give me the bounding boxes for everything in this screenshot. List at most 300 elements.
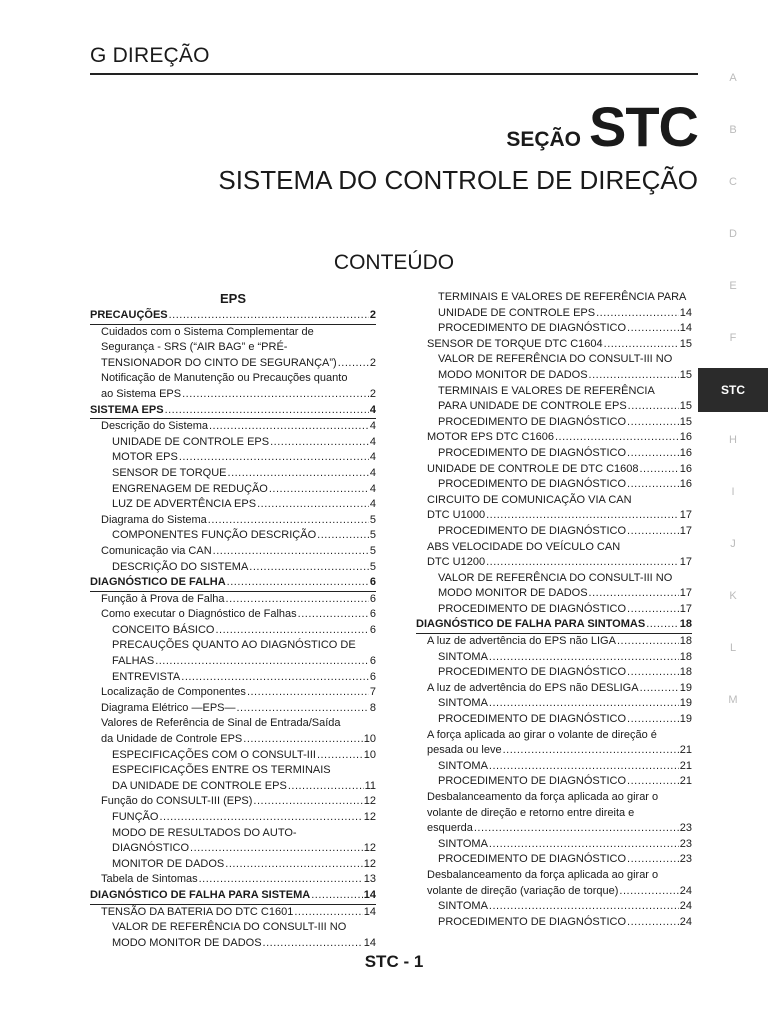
toc-leader-dots <box>489 650 679 666</box>
toc-entry[interactable] <box>90 638 376 654</box>
toc-entry[interactable] <box>90 450 376 466</box>
toc-entry-text: PROCEDIMENTO DE DIAGNÓSTICO <box>438 446 627 459</box>
toc-entry[interactable] <box>416 696 692 712</box>
section-tab-c[interactable]: C <box>729 176 737 188</box>
toc-entry-text: FUNÇÃO <box>112 811 159 823</box>
toc-entry[interactable] <box>90 623 376 639</box>
toc-page-number: 13 <box>363 873 376 886</box>
toc-page-number: 19 <box>679 697 692 710</box>
toc-entry-text: LUZ DE ADVERTÊNCIA EPS <box>112 498 257 511</box>
toc-entry-text: PROCEDIMENTO DE DIAGNÓSTICO <box>438 713 627 726</box>
toc-entry-text: DA UNIDADE DE CONTROLE EPS <box>112 779 287 792</box>
toc-right-column <box>416 290 692 930</box>
toc-leader-dots <box>338 356 369 372</box>
toc-page-number: 6 <box>369 608 376 621</box>
toc-entry[interactable] <box>416 524 692 540</box>
header-rule <box>90 73 698 75</box>
toc-page-number: 15 <box>679 368 692 381</box>
toc-entry-text: Descrição do Sistema <box>101 420 208 433</box>
toc-entry[interactable] <box>416 555 692 571</box>
toc-page-number: 12 <box>363 857 376 870</box>
toc-entry[interactable] <box>90 371 376 387</box>
toc-entry[interactable] <box>90 592 376 608</box>
toc-leader-dots <box>589 586 679 602</box>
toc-entry-text: DTC U1200 <box>427 556 486 569</box>
toc-leader-dots <box>646 617 679 633</box>
toc-entry-text: UNIDADE DE CONTROLE EPS <box>112 435 270 448</box>
toc-leader-dots <box>311 888 363 904</box>
toc-leader-dots <box>627 852 679 868</box>
toc-leader-dots <box>596 306 679 322</box>
toc-entry-text: Diagrama do Sistema <box>101 513 207 526</box>
toc-entry-text: PROCEDIMENTO DE DIAGNÓSTICO <box>438 478 627 491</box>
toc-leader-dots <box>627 712 679 728</box>
toc-entry-text: ESPECIFICAÇÕES COM O CONSULT-III <box>112 748 316 761</box>
toc-entry[interactable] <box>90 544 376 560</box>
toc-leader-dots <box>190 841 363 857</box>
toc-entry-text: UNIDADE DE CONTROLE DE DTC C1608 <box>427 462 639 475</box>
toc-entry-text: PROCEDIMENTO DE DIAGNÓSTICO <box>438 322 627 335</box>
toc-entry[interactable] <box>90 466 376 482</box>
toc-entry-text: volante de direção e retorno entre direita e <box>427 806 635 819</box>
toc-page-number: 21 <box>679 759 692 772</box>
toc-entry[interactable] <box>416 430 692 446</box>
toc-entry-text: PROCEDIMENTO DE DIAGNÓSTICO <box>438 602 627 615</box>
toc-entry-text: ENTREVISTA <box>112 670 181 683</box>
toc-entry-text: VALOR DE REFERÊNCIA DO CONSULT-III NO <box>438 571 673 584</box>
toc-entry-text: DIAGNÓSTICO DE FALHA <box>90 576 226 589</box>
toc-entry-text: SINTOMA <box>438 759 488 772</box>
toc-entry[interactable] <box>416 743 692 759</box>
toc-page-number: 16 <box>679 462 692 475</box>
toc-entry-text: Função à Prova de Falha <box>101 592 225 605</box>
toc-entry-text: COMPONENTES FUNÇÃO DESCRIÇÃO <box>112 529 317 542</box>
toc-page-number: 14 <box>679 306 692 319</box>
section-line <box>506 94 698 159</box>
toc-entry-text: TENSÃO DA BATERIA DO DTC C1601 <box>101 905 294 918</box>
toc-entry-text: MODO MONITOR DE DADOS <box>438 587 588 600</box>
toc-leader-dots <box>294 905 362 921</box>
section-tab-h[interactable]: H <box>729 434 737 446</box>
toc-left-column <box>90 290 376 951</box>
toc-entry-text: FALHAS <box>112 655 155 668</box>
toc-page-number: 18 <box>679 666 692 679</box>
toc-entry[interactable] <box>416 368 692 384</box>
toc-page-number: 6 <box>369 592 376 605</box>
toc-page-number: 21 <box>679 775 692 788</box>
toc-leader-dots <box>489 759 679 775</box>
toc-section-entry[interactable] <box>416 617 692 634</box>
toc-entry[interactable] <box>416 806 692 822</box>
contents-title: CONTEÚDO <box>333 251 455 274</box>
toc-leader-dots <box>627 915 679 931</box>
section-tab-d[interactable]: D <box>729 228 737 240</box>
toc-page-number: 15 <box>679 415 692 428</box>
toc-leader-dots <box>627 665 679 681</box>
toc-entry[interactable] <box>416 477 692 493</box>
toc-page-number: 14 <box>363 905 376 918</box>
toc-entry[interactable] <box>90 841 376 857</box>
toc-entry-text: DIAGNÓSTICO DE FALHA PARA SINTOMAS <box>416 618 646 631</box>
toc-entry-text: A luz de advertência do EPS não LIGA <box>427 635 616 648</box>
toc-entry[interactable] <box>90 387 376 403</box>
section-tab-m[interactable]: M <box>728 694 738 706</box>
toc-leader-dots <box>165 403 369 419</box>
toc-leader-dots <box>209 419 369 435</box>
toc-leader-dots <box>619 884 678 900</box>
toc-leader-dots <box>317 528 369 544</box>
toc-entry[interactable] <box>416 602 692 618</box>
toc-entry[interactable] <box>416 774 692 790</box>
toc-entry[interactable] <box>90 763 376 779</box>
section-tab-j[interactable]: J <box>730 538 736 550</box>
toc-entry-text: MODO MONITOR DE DADOS <box>112 936 262 949</box>
section-tab-l[interactable]: L <box>729 642 737 654</box>
toc-entry[interactable] <box>416 759 692 775</box>
toc-entry-text: ENGRENAGEM DE REDUÇÃO <box>112 482 268 495</box>
toc-leader-dots <box>270 435 369 451</box>
toc-entry[interactable] <box>416 462 692 478</box>
toc-page-number: 5 <box>369 529 376 542</box>
toc-leader-dots <box>474 821 679 837</box>
toc-entry[interactable] <box>416 790 692 806</box>
toc-leader-dots <box>208 513 369 529</box>
toc-entry[interactable] <box>90 419 376 435</box>
toc-entry[interactable] <box>90 325 376 341</box>
toc-entry-text: da Unidade de Controle EPS <box>101 733 243 746</box>
toc-entry[interactable] <box>416 571 692 587</box>
toc-entry[interactable] <box>90 716 376 732</box>
toc-entry-text: SINTOMA <box>438 697 488 710</box>
section-tab-k[interactable]: K <box>729 590 737 602</box>
section-code: STC <box>589 95 698 158</box>
toc-page-number: 5 <box>369 544 376 557</box>
toc-page-number: 17 <box>679 587 692 600</box>
toc-entry-text: CIRCUITO DE COMUNICAÇÃO VIA CAN <box>427 493 632 506</box>
toc-entry[interactable] <box>416 321 692 337</box>
toc-entry[interactable] <box>90 732 376 748</box>
toc-entry-text: pesada ou leve <box>427 744 502 757</box>
toc-entry-text: A força aplicada ao girar o volante de direção é <box>427 728 657 741</box>
toc-page-number: 12 <box>363 811 376 823</box>
toc-leader-dots <box>215 623 368 639</box>
toc-page-number: 12 <box>363 842 376 855</box>
toc-entry[interactable] <box>416 915 692 931</box>
toc-entry[interactable] <box>416 508 692 524</box>
toc-leader-dots <box>159 810 362 826</box>
toc-entry-text: Localização de Componentes <box>101 686 246 699</box>
toc-entry-text: ao Sistema EPS <box>101 387 182 400</box>
toc-leader-dots <box>155 654 369 670</box>
page-number: STC - 1 <box>364 952 424 971</box>
toc-page-number: 4 <box>369 403 376 416</box>
toc-leader-dots <box>627 477 679 493</box>
toc-leader-dots <box>243 732 362 748</box>
main-title: SISTEMA DO CONTROLE DE DIREÇÃO <box>218 165 698 195</box>
toc-entry[interactable] <box>90 857 376 873</box>
section-tab-b[interactable]: B <box>729 124 737 136</box>
toc-page-number: 6 <box>369 623 376 636</box>
toc-page-number: 4 <box>369 482 376 495</box>
toc-leader-dots <box>555 430 679 446</box>
toc-entry-text: SINTOMA <box>438 837 488 850</box>
section-tab-a[interactable]: A <box>729 72 737 84</box>
toc-entry-text: Cuidados com o Sistema Complementar de <box>101 325 314 338</box>
toc-entry[interactable] <box>416 384 692 400</box>
toc-page-number: 12 <box>363 795 376 808</box>
toc-entry[interactable] <box>90 654 376 670</box>
toc-leader-dots <box>627 602 679 618</box>
toc-entry-text: PARA UNIDADE DE CONTROLE EPS <box>438 400 627 413</box>
toc-page-number: 24 <box>679 915 692 928</box>
toc-leader-dots <box>489 696 679 712</box>
toc-entry[interactable] <box>416 306 692 322</box>
toc-entry-text: DESCRIÇÃO DO SISTEMA <box>112 560 249 573</box>
toc-leader-dots <box>627 774 679 790</box>
toc-section-entry[interactable] <box>90 575 376 592</box>
toc-page-number: 23 <box>679 853 692 866</box>
toc-entry-text: SISTEMA EPS <box>90 403 164 416</box>
toc-page-number: 14 <box>679 322 692 335</box>
toc-entry-text: MODO DE RESULTADOS DO AUTO- <box>112 826 297 839</box>
toc-entry[interactable] <box>90 794 376 810</box>
toc-entry[interactable] <box>416 493 692 509</box>
toc-leader-dots <box>213 544 369 560</box>
toc-entry-text: Desbalanceamento da força aplicada ao girar o <box>427 791 659 803</box>
toc-entry[interactable] <box>416 586 692 602</box>
toc-page-number: 4 <box>369 435 376 448</box>
toc-entry[interactable] <box>416 868 692 884</box>
toc-entry[interactable] <box>416 337 692 353</box>
toc-page-number: 4 <box>369 451 376 464</box>
toc-leader-dots <box>489 899 679 915</box>
toc-page-number: 14 <box>363 936 376 949</box>
header-title: G DIREÇÃO <box>90 44 210 67</box>
toc-page-number: 2 <box>369 356 376 369</box>
toc-leader-dots <box>257 497 369 513</box>
toc-entry-text: ABS VELOCIDADE DO VEÍCULO CAN <box>427 540 621 553</box>
toc-entry[interactable] <box>416 540 692 556</box>
toc-entry-text: MOTOR EPS DTC C1606 <box>427 431 554 444</box>
toc-entry-text: PROCEDIMENTO DE DIAGNÓSTICO <box>438 915 627 928</box>
toc-page-number: 18 <box>679 635 692 648</box>
toc-leader-dots <box>627 446 679 462</box>
toc-entry[interactable] <box>90 435 376 451</box>
toc-leader-dots <box>604 337 679 353</box>
toc-page-number: 17 <box>679 602 692 615</box>
toc-leader-dots <box>288 779 364 795</box>
toc-page-number: 11 <box>364 779 376 792</box>
toc-leader-dots <box>179 450 369 466</box>
toc-entry[interactable] <box>90 528 376 544</box>
toc-entry-text: DIAGNÓSTICO <box>112 842 190 855</box>
toc-entry[interactable] <box>90 701 376 717</box>
toc-entry-text: PROCEDIMENTO DE DIAGNÓSTICO <box>438 853 627 866</box>
section-sidebar <box>698 0 768 1024</box>
toc-leader-dots <box>503 743 679 759</box>
toc-leader-dots <box>228 466 369 482</box>
toc-entry-text: MOTOR EPS <box>112 451 178 464</box>
toc-entry[interactable] <box>416 852 692 868</box>
toc-entry[interactable] <box>90 340 376 356</box>
toc-entry-text: Segurança - SRS (“AIR BAG” e “PRÉ- <box>101 341 288 354</box>
toc-page-number: 10 <box>363 748 376 761</box>
toc-leader-dots <box>617 634 679 650</box>
toc-page-number: 6 <box>369 655 376 668</box>
toc-leader-dots <box>263 936 363 952</box>
toc-entry[interactable] <box>416 650 692 666</box>
toc-leader-dots <box>182 387 369 403</box>
toc-entry[interactable] <box>416 712 692 728</box>
toc-leader-dots <box>199 872 363 888</box>
toc-entry[interactable] <box>90 685 376 701</box>
toc-leader-dots <box>627 415 679 431</box>
toc-entry[interactable] <box>90 482 376 498</box>
toc-page-number: 16 <box>679 446 692 459</box>
toc-entry-text: Valores de Referência de Sinal de Entrada/Saída <box>101 717 341 730</box>
toc-entry[interactable] <box>90 905 376 921</box>
toc-entry[interactable] <box>90 826 376 842</box>
toc-entry[interactable] <box>90 920 376 936</box>
toc-entry[interactable] <box>416 681 692 697</box>
toc-page-number: 15 <box>679 337 692 350</box>
toc-page-number: 19 <box>679 713 692 726</box>
toc-leader-dots <box>269 482 369 498</box>
toc-leader-dots <box>628 399 679 415</box>
toc-section-entry[interactable] <box>90 888 376 905</box>
toc-entry[interactable] <box>416 634 692 650</box>
toc-entry-text: SINTOMA <box>438 650 488 663</box>
toc-page-number: 4 <box>369 420 376 433</box>
toc-entry-text: PROCEDIMENTO DE DIAGNÓSTICO <box>438 666 627 679</box>
toc-entry-text: Tabela de Sintomas <box>101 873 198 886</box>
toc-page-number: 14 <box>363 888 376 901</box>
toc-leader-dots <box>489 837 679 853</box>
toc-leader-dots <box>589 368 679 384</box>
toc-entry-text: UNIDADE DE CONTROLE EPS <box>438 306 596 319</box>
section-tab-stc[interactable]: STC <box>698 368 768 412</box>
toc-page-number: 8 <box>369 701 376 714</box>
toc-entry-text: Desbalanceamento da força aplicada ao girar o <box>427 868 659 881</box>
toc-leader-dots <box>627 321 679 337</box>
toc-leader-dots <box>317 748 363 764</box>
toc-leader-dots <box>298 607 369 623</box>
toc-entry-text: SENSOR DE TORQUE DTC C1604 <box>427 337 603 350</box>
toc-page-number: 15 <box>679 400 692 413</box>
toc-section-entry[interactable] <box>90 308 376 325</box>
toc-page-number: 6 <box>369 576 376 589</box>
toc-leader-dots <box>225 857 362 873</box>
toc-entry-text: Como executar o Diagnóstico de Falhas <box>101 608 297 621</box>
toc-page-number: 23 <box>679 822 692 835</box>
toc-entry[interactable] <box>90 779 376 795</box>
toc-leader-dots <box>486 508 679 524</box>
toc-page-number: 17 <box>679 524 692 537</box>
toc-page-number: 24 <box>679 884 692 897</box>
toc-entry[interactable] <box>90 936 376 952</box>
toc-entry-text: VALOR DE REFERÊNCIA DO CONSULT-III NO <box>112 921 347 934</box>
toc-page-number: 2 <box>369 309 376 321</box>
toc-page-number: 19 <box>679 681 692 694</box>
toc-entry[interactable] <box>416 399 692 415</box>
toc-entry[interactable] <box>90 607 376 623</box>
toc-entry[interactable] <box>90 670 376 686</box>
toc-page-number: 4 <box>369 498 376 511</box>
toc-page-number: 16 <box>679 478 692 491</box>
toc-entry[interactable] <box>90 872 376 888</box>
toc-entry[interactable] <box>416 884 692 900</box>
toc-entry[interactable] <box>416 665 692 681</box>
toc-entry[interactable] <box>90 748 376 764</box>
section-tab-i[interactable]: I <box>731 486 735 498</box>
toc-list-right <box>416 290 692 930</box>
toc-page-number: 10 <box>363 733 376 746</box>
toc-page-number: 2 <box>369 387 376 400</box>
toc-entry[interactable] <box>416 352 692 368</box>
toc-page-number: 24 <box>679 900 692 913</box>
toc-entry-text: PROCEDIMENTO DE DIAGNÓSTICO <box>438 775 627 788</box>
toc-entry-text: Notificação de Manutenção ou Precauções quanto <box>101 372 348 385</box>
toc-entry-text: TERMINAIS E VALORES DE REFERÊNCIA <box>438 384 655 397</box>
toc-leader-dots <box>640 681 679 697</box>
toc-leader-dots <box>227 575 369 591</box>
toc-page-number: 23 <box>679 837 692 850</box>
toc-entry[interactable] <box>416 899 692 915</box>
toc-entry-text: ESPECIFICAÇÕES ENTRE OS TERMINAIS <box>112 764 331 777</box>
toc-leader-dots <box>237 701 369 717</box>
toc-entry[interactable] <box>90 356 376 372</box>
toc-entry[interactable] <box>416 728 692 744</box>
toc-entry-text: CONCEITO BÁSICO <box>112 623 215 636</box>
toc-entry[interactable] <box>90 560 376 576</box>
toc-leader-dots <box>247 685 369 701</box>
toc-page-number: 5 <box>369 560 376 573</box>
toc-entry-text: Diagrama Elétrico —EPS— <box>101 701 236 714</box>
toc-entry[interactable] <box>90 497 376 513</box>
toc-entry[interactable] <box>90 513 376 529</box>
toc-entry-text: MONITOR DE DADOS <box>112 857 225 870</box>
toc-entry-text: SENSOR DE TORQUE <box>112 466 227 479</box>
toc-entry[interactable] <box>90 810 376 826</box>
toc-entry[interactable] <box>416 446 692 462</box>
toc-page-number: 18 <box>679 650 692 663</box>
toc-entry-text: TERMINAIS E VALORES DE REFERÊNCIA PARA <box>438 291 687 303</box>
toc-page-number: 4 <box>369 466 376 479</box>
toc-entry-text: VALOR DE REFERÊNCIA DO CONSULT-III NO <box>438 353 673 366</box>
toc-entry[interactable] <box>416 290 692 306</box>
section-tab-f[interactable]: F <box>729 332 737 344</box>
toc-entry-text: Comunicação via CAN <box>101 544 212 557</box>
toc-leader-dots <box>169 308 369 324</box>
toc-entry-text: TENSIONADOR DO CINTO DE SEGURANÇA”) <box>101 356 337 369</box>
toc-entry[interactable] <box>416 415 692 431</box>
toc-list-left <box>90 308 376 951</box>
section-tab-e[interactable]: E <box>729 280 737 292</box>
toc-entry[interactable] <box>416 821 692 837</box>
toc-page-number: 16 <box>679 431 692 444</box>
toc-page-number: 18 <box>679 618 692 631</box>
toc-entry-text: Função do CONSULT-III (EPS) <box>101 795 253 808</box>
toc-leader-dots <box>226 592 369 608</box>
toc-page-number: 17 <box>679 509 692 522</box>
toc-leader-dots <box>486 555 679 571</box>
section-word: SEÇÃO <box>506 128 581 151</box>
toc-section-entry[interactable] <box>90 403 376 420</box>
toc-page-number: 5 <box>369 513 376 526</box>
toc-entry-text: SINTOMA <box>438 900 488 913</box>
toc-entry-text: PRECAUÇÕES <box>90 309 168 321</box>
toc-entry[interactable] <box>416 837 692 853</box>
